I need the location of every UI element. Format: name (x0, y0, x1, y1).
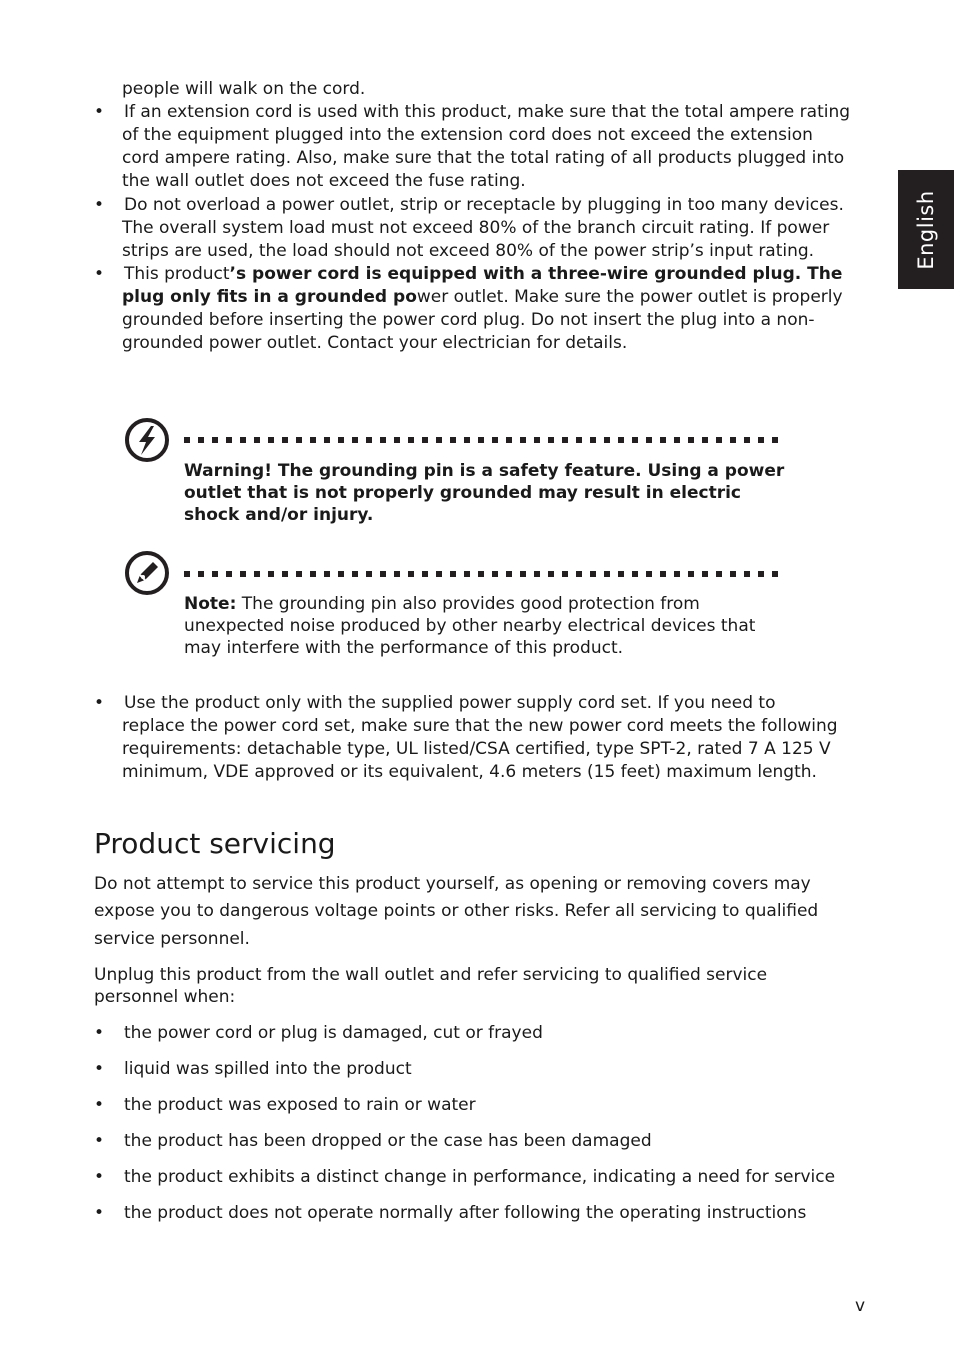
para1-line2: expose you to dangerous voltage points or other risks. Refer all servicing to qualified (94, 901, 819, 921)
warning-divider (184, 437, 784, 443)
lightning-warning-icon (124, 417, 170, 463)
item3-line1-normal: This product (124, 264, 230, 284)
item4-line3: requirements: detachable type, UL listed/CSA certified, type SPT-2, rated 7 A 125 V (122, 739, 831, 759)
warning-line1: Warning! The grounding pin is a safety feature. Using a power (184, 461, 785, 481)
note-label: Note: (184, 594, 237, 614)
item4-line2: replace the power cord set, make sure that the new power cord meets the following (122, 716, 838, 736)
note-line1-text: The grounding pin also provides good protection from (236, 594, 700, 614)
bullet-marker: • (94, 1131, 105, 1151)
note-pen-icon (124, 550, 170, 596)
condition-item: the product does not operate normally after following the operating instructions (124, 1203, 807, 1223)
item3-line2-bold: plug only fits in a grounded po (122, 287, 417, 307)
page-number: v (855, 1296, 866, 1316)
condition-item: the power cord or plug is damaged, cut or frayed (124, 1023, 543, 1043)
para1-line3: service personnel. (94, 929, 250, 949)
condition-item: liquid was spilled into the product (124, 1059, 412, 1079)
item1-line1: If an extension cord is used with this product, make sure that the total ampere rating (124, 102, 851, 122)
bullet-marker: • (94, 693, 105, 713)
language-tab (898, 170, 954, 289)
bullet-marker: • (94, 102, 105, 122)
warning-line3: shock and/or injury. (184, 505, 374, 525)
item1-line2: of the equipment plugged into the extension cord does not exceed the extension (122, 125, 813, 145)
item3-line4: grounded power outlet. Contact your electrician for details. (122, 333, 628, 353)
bullet-marker: • (94, 1023, 105, 1043)
bullet-marker: • (94, 1095, 105, 1115)
note-line2: unexpected noise produced by other nearby electrical devices that (184, 616, 756, 636)
note-divider (184, 571, 784, 577)
note-line1 (184, 593, 700, 616)
item4-line1: Use the product only with the supplied power supply cord set. If you need to (124, 693, 776, 713)
item2-line1: Do not overload a power outlet, strip or receptacle by plugging in too many devices. (124, 195, 844, 215)
condition-item: the product has been dropped or the case has been damaged (124, 1131, 652, 1151)
section-heading: Product servicing (94, 827, 336, 860)
condition-item: the product was exposed to rain or water (124, 1095, 476, 1115)
item2-line3: strips are used, the load should not exceed 80% of the power strip’s input rating. (122, 241, 815, 261)
bullet-marker: • (94, 1203, 105, 1223)
bullet-marker: • (94, 195, 105, 215)
bullet-marker: • (94, 1059, 105, 1079)
para2-line2: personnel when: (94, 987, 236, 1007)
bullet-marker: • (94, 1167, 105, 1187)
item3-line2 (122, 286, 843, 309)
item1-line3: cord ampere rating. Also, make sure that the total rating of all products plugged into (122, 148, 845, 168)
note-line3: may interfere with the performance of this product. (184, 638, 624, 658)
condition-item: the product exhibits a distinct change in performance, indicating a need for service (124, 1167, 836, 1187)
item3-line1-bold: ’s power cord is equipped with a three-wire grounded plug. The (229, 264, 843, 284)
continued-line: people will walk on the cord. (122, 79, 366, 99)
item1-line4: the wall outlet does not exceed the fuse rating. (122, 171, 526, 191)
bullet-marker: • (94, 264, 105, 284)
para2-line1: Unplug this product from the wall outlet and refer servicing to qualified service (94, 965, 768, 985)
item4-line4: minimum, VDE approved or its equivalent, 4.6 meters (15 feet) maximum length. (122, 762, 817, 782)
language-tab-label: English (914, 189, 938, 270)
item3-line1 (124, 263, 842, 286)
item3-line3: grounded before inserting the power cord plug. Do not insert the plug into a non- (122, 310, 815, 330)
item3-line2-normal: wer outlet. Make sure the power outlet is properly (416, 287, 843, 307)
item2-line2: The overall system load must not exceed 80% of the branch circuit rating. If power (122, 218, 830, 238)
warning-line2: outlet that is not properly grounded may result in electric (184, 483, 742, 503)
para1-line1: Do not attempt to service this product yourself, as opening or removing covers may (94, 874, 811, 894)
